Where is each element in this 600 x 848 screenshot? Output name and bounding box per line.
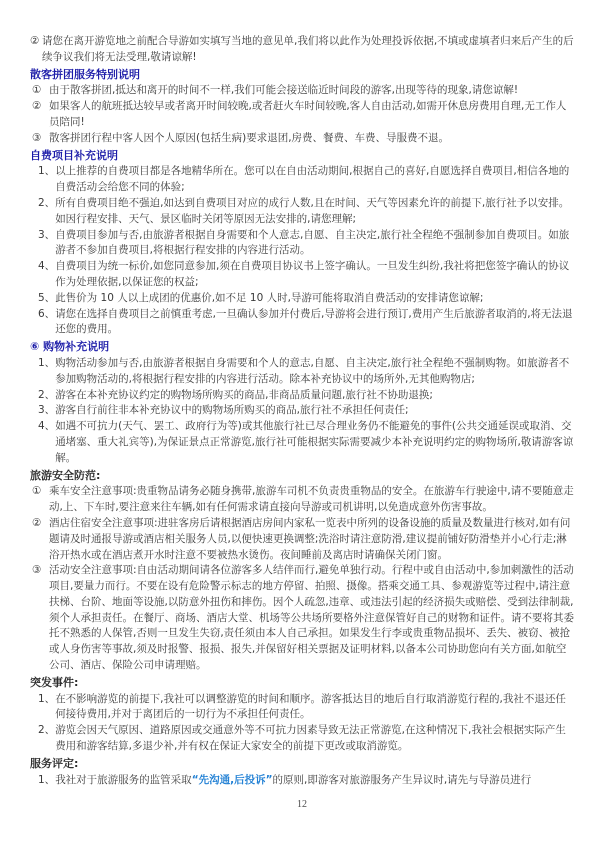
item-marker: ② [32,100,42,113]
item-marker: ③ [32,131,42,144]
list-item [30,164,574,196]
item-text: 购物活动参加与否,由旅游者根据自身需要和个人的意志,自愿、自主决定,旅行社全程绝不强制购物。如旅游者不参加购物活动的,将根据行程安排的内容进行活动。除本补充协议中的场所外,无其他购物店; [55,356,570,385]
list-item [30,99,574,131]
item-marker: ② [32,516,42,529]
list-item [30,563,574,674]
list-item [30,196,574,228]
list-item [30,516,574,563]
item-marker: 1、 [38,356,56,369]
item-text: 乘车安全注意事项:贵重物品请务必随身携带,旅游车司机不负责贵重物品的安全。在旅游车行驶途中,请不要随意走动,上、下车时,要注意来往车辆,如有任何需求请直接向导游或司机讲明,以免造成意外伤害事故。 [49,485,574,514]
list-item [30,484,574,516]
item-text: 自费项目为统一标价,如您同意参加,须在自费项目协议书上签字确认。一旦发生纠纷,我社将把您签字确认的协议作为处理依据,以保证您的权益; [55,260,570,288]
page-number: 12 [297,799,307,811]
item-marker: 6、 [38,307,56,320]
section-heading-shopping-notes: ⑥ 购物补充说明 [30,340,110,354]
item-marker: 4、 [38,420,56,433]
item-marker: 2、 [38,724,56,737]
list-item [30,228,574,260]
item-marker: 1、 [38,165,56,178]
list-item [30,773,574,789]
item-text: 游客自行前往非本补充协议中的购物场所购买的商品,旅行社不承担任何责任; [55,404,409,417]
item-text: 活动安全注意事项:自由活动期间请各位游客多人结伴而行,避免单独行动。行程中或自由活动中,参加刺激性的活动项目,要量力而行。不要在设有危险警示标志的地方停留、拍照、摄像。搭乘交通工具、参观游览等过程中,请注意扶梯、台阶、地面等设施,以防意外扭伤和摔伤。因个人疏忽,违章、或违法引起的经济损失或赔偿、受到法律制裁,须个人承担责任。在餐厅、商场、酒店大堂、机场等公共场所要格外注意保管好自己的财物和证件。请不要将其委托不熟悉的人保管,否则一旦发生失窃,责任须由本人自己承担。如果发生行李或贵重物品损坏、丢失、被窃、被抢或人身伤害等事故,须及时报警、报损、报失,并保留好相关票据及证明材料,以备本公司协助您向有关方面,如航空公司、酒店、保险公司申请理赔。 [49,564,574,672]
section-heading-emergencies: 突发事件: [30,675,79,689]
item-text: 自费项目参加与否,由旅游者根据自身需要和个人意志,自愿、自主决定,旅行社全程绝不强制参加自费项目。如旅游者不参加自费项目,将根据行程安排的内容进行活动。 [55,228,570,257]
item-text: 由于散客拼团,抵达和离开的时间不一样,我们可能会接送临近时间段的游客,出现等待的现象,请您谅解! [49,84,519,97]
item-text: 游览会因天气原因、道路原因或交通意外等不可抗力因素导致无法正常游览,在这种情况下,我社会根据实际产生费用和游客结算,多退少补,并有权在保证大家安全的前提下更改或取消游览。 [55,724,566,753]
list-item [30,291,574,307]
service-rating-text-pre: 我社对于旅游服务的监管采取 [55,773,192,786]
intro-text: 请您在离开游览地之前配合导游如实填写当地的意见单,我们将以此作为处理投诉依据,不填或虚填者归来后产生的后续争议我们将无法受理,敬请谅解! [42,35,574,63]
section-heading-optional-activities: 自费项目补充说明 [30,148,118,162]
item-marker: ① [32,485,42,498]
item-marker: ③ [32,564,42,577]
list-item [30,307,574,339]
item-marker: 1、 [38,692,56,705]
service-rating-text-post: 的原则,即游客对旅游服务产生异议时,请先与导游员进行 [272,773,532,786]
item-marker: ① [32,84,42,97]
item-marker: 2、 [38,196,56,209]
item-marker: 3、 [38,404,56,417]
list-item [30,259,574,291]
list-item [30,131,574,147]
item-text: 此售价为 10 人以上成团的优惠价,如不足 10 人时,导游可能将取消自费活动的安排请您谅解; [55,291,484,304]
list-item [30,419,574,466]
intro-paragraph [30,34,574,66]
item-marker: 1、 [38,773,56,786]
item-text: 以上推荐的自费项目都是各地精华所在。您可以在自由活动期间,根据自己的喜好,自愿选择自费项目,相信各地的自费活动会给您不同的体验; [55,165,570,194]
list-item [30,403,574,419]
item-text: 如遇不可抗力(天气、罢工、政府行为等)或其他旅行社已尽合理业务仍不能避免的事件(公共交通延误或取消、交通堵塞、重大礼宾等),为保证景点正常游览,旅行社可能根据实际需要减少本补充说明约定的购物场所,敬请游客谅解。 [55,420,574,464]
intro-marker: ② [30,35,40,47]
item-text: 在不影响游览的前提下,我社可以调整游览的时间和顺序。游客抵达目的地后自行取消游览行程的,我社不退还任何接待费用,并对于离团后的一切行为不承担任何责任。 [55,692,566,721]
item-marker: 3、 [38,228,56,241]
item-text: 游客在本补充协议约定的购物场所购买的商品,非商品质量问题,旅行社不协助退换; [55,388,433,401]
section-heading-travel-safety: 旅游安全防范: [30,468,101,482]
list-item [30,723,574,755]
list-item [30,83,574,99]
item-marker: 4、 [38,260,56,273]
item-text: 如果客人的航班抵达较早或者离开时间较晚,或者赶火车时间较晚,客人自由活动,如需开休息房费用自理,无工作人员陪同! [49,100,567,128]
list-item [30,388,574,404]
list-item [30,692,574,724]
item-marker: 2、 [38,388,56,401]
list-item [30,356,574,388]
section-heading-service-rating: 服务评定: [30,756,79,770]
section-heading-group-tour-notes: 散客拼团服务特别说明 [30,67,140,81]
service-rating-principle-highlight: “先沟通,后投诉” [191,773,273,786]
item-text: 所有自费项目绝不强迫,如达到自费项目对应的成行人数,且在时间、天气等因素允许的前提下,旅行社予以安排。如因行程安排、天气、景区临时关闭等原因无法安排的,请您理解; [55,196,570,225]
item-text: 酒店住宿安全注意事项:进驻客房后请根据酒店房间内家私一览表中所列的设备设施的质量及数量进行核对,如有问题请及时通报导游或酒店相关服务人员,以便快速更换调整;洗浴时请注意防滑,建议提前铺好防滑垫并小心行走;淋浴开热水或在酒店煮开水时注意不要被热水烫伤。夜间睡前及离店时请确保关闭门窗。 [49,516,571,561]
item-marker: 5、 [38,291,56,304]
item-text: 散客拼团行程中客人因个人原因(包括生病)要求退团,房费、餐费、车费、导服费不退。 [49,131,450,144]
item-text [55,773,574,789]
item-text: 请您在选择自费项目之前慎重考虑,一旦确认参加并付费后,导游将会进行预订,费用产生后旅游者取消的,将无法退还您的费用。 [55,307,573,336]
